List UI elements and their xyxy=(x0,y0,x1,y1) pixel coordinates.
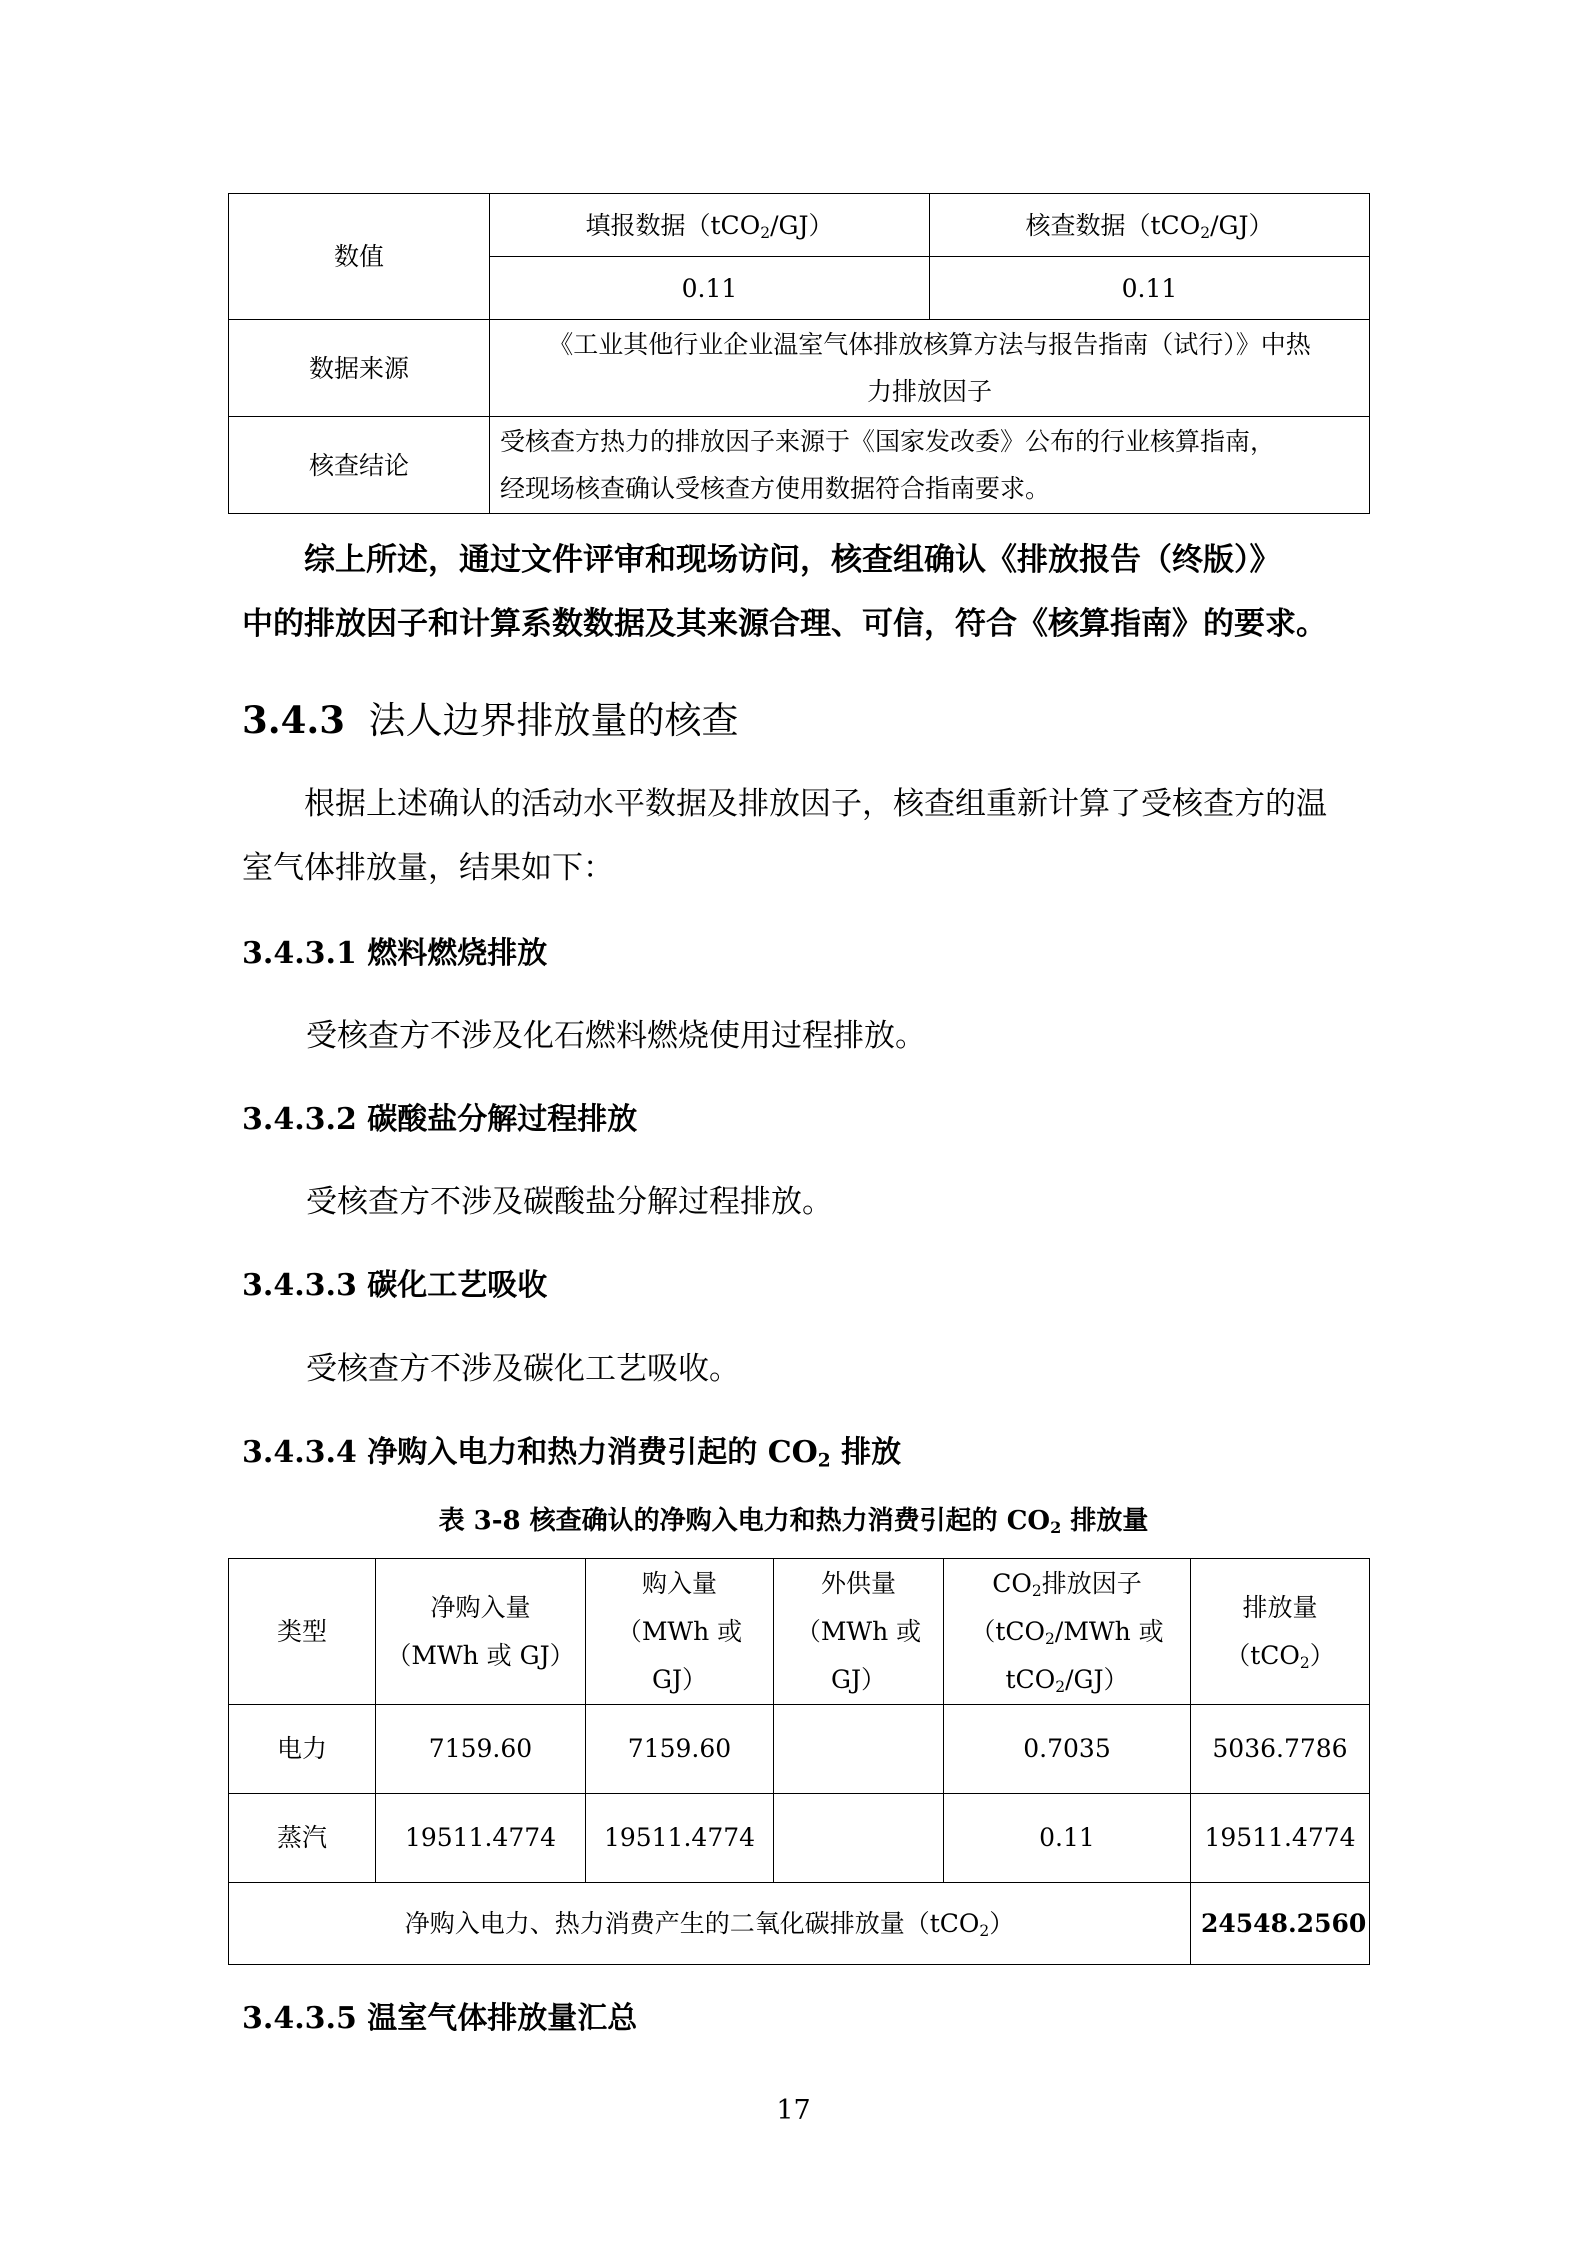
row-label-conclusion: 核查结论 xyxy=(229,417,490,514)
header-purchase: 购入量 （MWh 或 GJ） xyxy=(586,1559,774,1705)
data-source-cell: 《工业其他行业企业温室气体排放核算方法与报告指南（试行）》中热 力排放因子 xyxy=(490,320,1370,417)
table-row: 蒸汽 19511.4774 19511.4774 0.11 19511.4774 xyxy=(229,1794,1370,1883)
conclusion-cell: 受核查方热力的排放因子来源于《国家发改委》公布的行业核算指南， 经现场核查确认受核查方使用数据符合指南要求。 xyxy=(490,417,1370,514)
header-net-purchase: 净购入量 （MWh 或 GJ） xyxy=(376,1559,586,1705)
table-row: 电力 7159.60 7159.60 0.7035 5036.7786 xyxy=(229,1705,1370,1794)
header-supply: 外供量 （MWh 或 GJ） xyxy=(774,1559,944,1705)
row-label-value: 数值 xyxy=(229,194,490,320)
heat-emission-factor-table xyxy=(228,193,1370,514)
section-heading-3-4-3: 3.4.3 法人边界排放量的核查 xyxy=(242,698,739,742)
table-header-row xyxy=(229,1559,1370,1705)
reported-value: 0.11 xyxy=(490,257,930,320)
heading-3-4-3-2: 3.4.3.2 碳酸盐分解过程排放 xyxy=(242,1102,638,1137)
page-number: 17 xyxy=(776,2095,811,2126)
verified-value: 0.11 xyxy=(930,257,1370,320)
header-emission-factor: $CO_2$排放因子 （tCO$_2$/MWh 或 tCO$_2$/GJ） xyxy=(944,1559,1191,1705)
total-value: 24548.2560 xyxy=(1191,1883,1370,1965)
heading-3-4-3-3: 3.4.3.3 碳化工艺吸收 xyxy=(242,1268,548,1303)
body-3-4-3-2: 受核查方不涉及碳酸盐分解过程排放。 xyxy=(306,1184,833,1220)
intro-paragraph: 根据上述确认的活动水平数据及排放因子，核查组重新计算了受核查方的温 室气体排放量，结果如下： xyxy=(242,786,1327,886)
heading-3-4-3-5: 3.4.3.5 温室气体排放量汇总 xyxy=(242,2001,638,2036)
header-emission: 排放量 （tCO$_2$） xyxy=(1191,1559,1370,1705)
summary-paragraph: 综上所述，通过文件评审和现场访问，核查组确认《排放报告（终版）》 中的排放因子和计算系数数据及其来源合理、可信，符合《核算指南》的要求。 xyxy=(242,542,1327,642)
table-total-row xyxy=(229,1883,1370,1965)
body-3-4-3-3: 受核查方不涉及碳化工艺吸收。 xyxy=(306,1351,740,1387)
total-label: 净购入电力、热力消费产生的二氧化碳排放量（tCO$_2$） xyxy=(229,1883,1191,1965)
heading-3-4-3-1: 3.4.3.1 燃料燃烧排放 xyxy=(242,936,548,971)
verified-data-header: 核查数据（tCO$_2$/GJ） xyxy=(930,194,1370,257)
header-type: 类型 xyxy=(229,1559,376,1705)
heading-3-4-3-4: 3.4.3.4 净购入电力和热力消费引起的 $CO_2$ 排放 xyxy=(242,1435,902,1472)
table-caption: 表 3-8 核查确认的净购入电力和热力消费引起的 $CO_2$ 排放量 xyxy=(438,1506,1149,1538)
body-3-4-3-1: 受核查方不涉及化石燃料燃烧使用过程排放。 xyxy=(306,1018,926,1054)
purchased-energy-emissions-table xyxy=(228,1558,1370,1965)
reported-data-header: 填报数据（tCO$_2$/GJ） xyxy=(490,194,930,257)
row-label-source: 数据来源 xyxy=(229,320,490,417)
